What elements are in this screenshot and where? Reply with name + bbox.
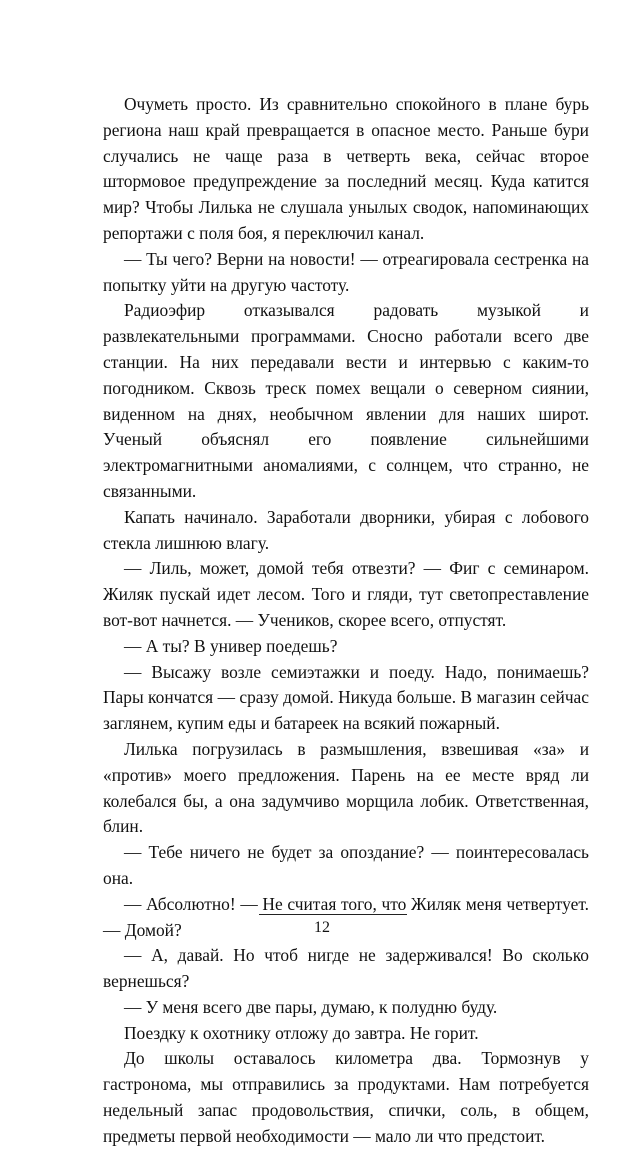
paragraph-7: — Высажу возле семиэтажки и поеду. Надо, понимаешь? Пары кончатся — сразу домой. Никуда больше. В магазин сейчас заглянем, купим еды и батареек на всякий пожарный. [103,661,589,734]
paragraph-9: — Тебе ничего не будет за опоздание? — поинтересовалась она. [103,842,589,888]
body-text [103,92,589,1150]
paragraph-14: До школы оставалось километра два. Тормознув у гастронома, мы отправились за продуктами. Нам потребуется недельный запас продовольствия, спички, соль, в общем, предметы первой необходимости — мало ли что предстоит. [103,1048,589,1146]
paragraph-11: — А, давай. Но чтоб нигде не задерживался! Во сколько вернешься? [103,945,589,992]
paragraph-12: — У меня всего две пары, думаю, к полудню буду. [124,996,498,1017]
paragraph-1: Очуметь просто. Из сравнительно спокойного в плане бурь региона наш край превращается в опасное место. Раньше бури случались не чаще раза в четверть века, сейчас второе штормовое предупреждение за последний месяц. Куда катится мир? Чтобы Лилька не слушала унылых сводок, напоминающих репортажи с поля боя, я переключил канал. [103,94,589,243]
paragraph-13: Поездку к охотнику отложу до завтра. Не горит. [124,1022,479,1043]
paragraph-6: — А ты? В универ поедешь? [124,635,338,656]
paragraph-5: — Лиль, может, домой тебя отвезти? — Фиг с семинаром. Жиляк пускай идет лесом. Того и гляди, тут светопреставление вот-вот начнется. — Учеников, скорее всего, отпустят. [103,558,589,630]
paragraph-3: Радиоэфир отказывался радовать музыкой и развлекательными программами. Сносно работали всего две станции. На них передавали вести и интервью с каким-то погодником. Сквозь треск помех вещали о северном сиянии, виденном на днях, необычном явлении для наших широт. Ученый объяснял его появление сильнейшими электромагнитными аномалиями, с солнцем, что странно, не связанными. [103,300,589,501]
paragraph-4: Капать начинало. Заработали дворники, убирая с лобового стекла лишнюю влагу. [103,506,589,553]
page-number: 12 [314,919,330,936]
paragraph-2: — Ты чего? Верни на новости! — отреагировала сестренка на попытку уйти на другую частоту. [103,248,589,295]
paragraph-8: Лилька погрузилась в размышления, взвешивая «за» и «против» моего предложения. Парень на ее месте вряд ли колебался бы, а она задумчиво морщила лобик. Ответственная, блин. [103,738,589,837]
footer-divider [259,914,407,915]
paragraph-10: — Абсолютно! — Не считая того, что Жиляк меня четвертует. — Домой? [103,893,589,940]
